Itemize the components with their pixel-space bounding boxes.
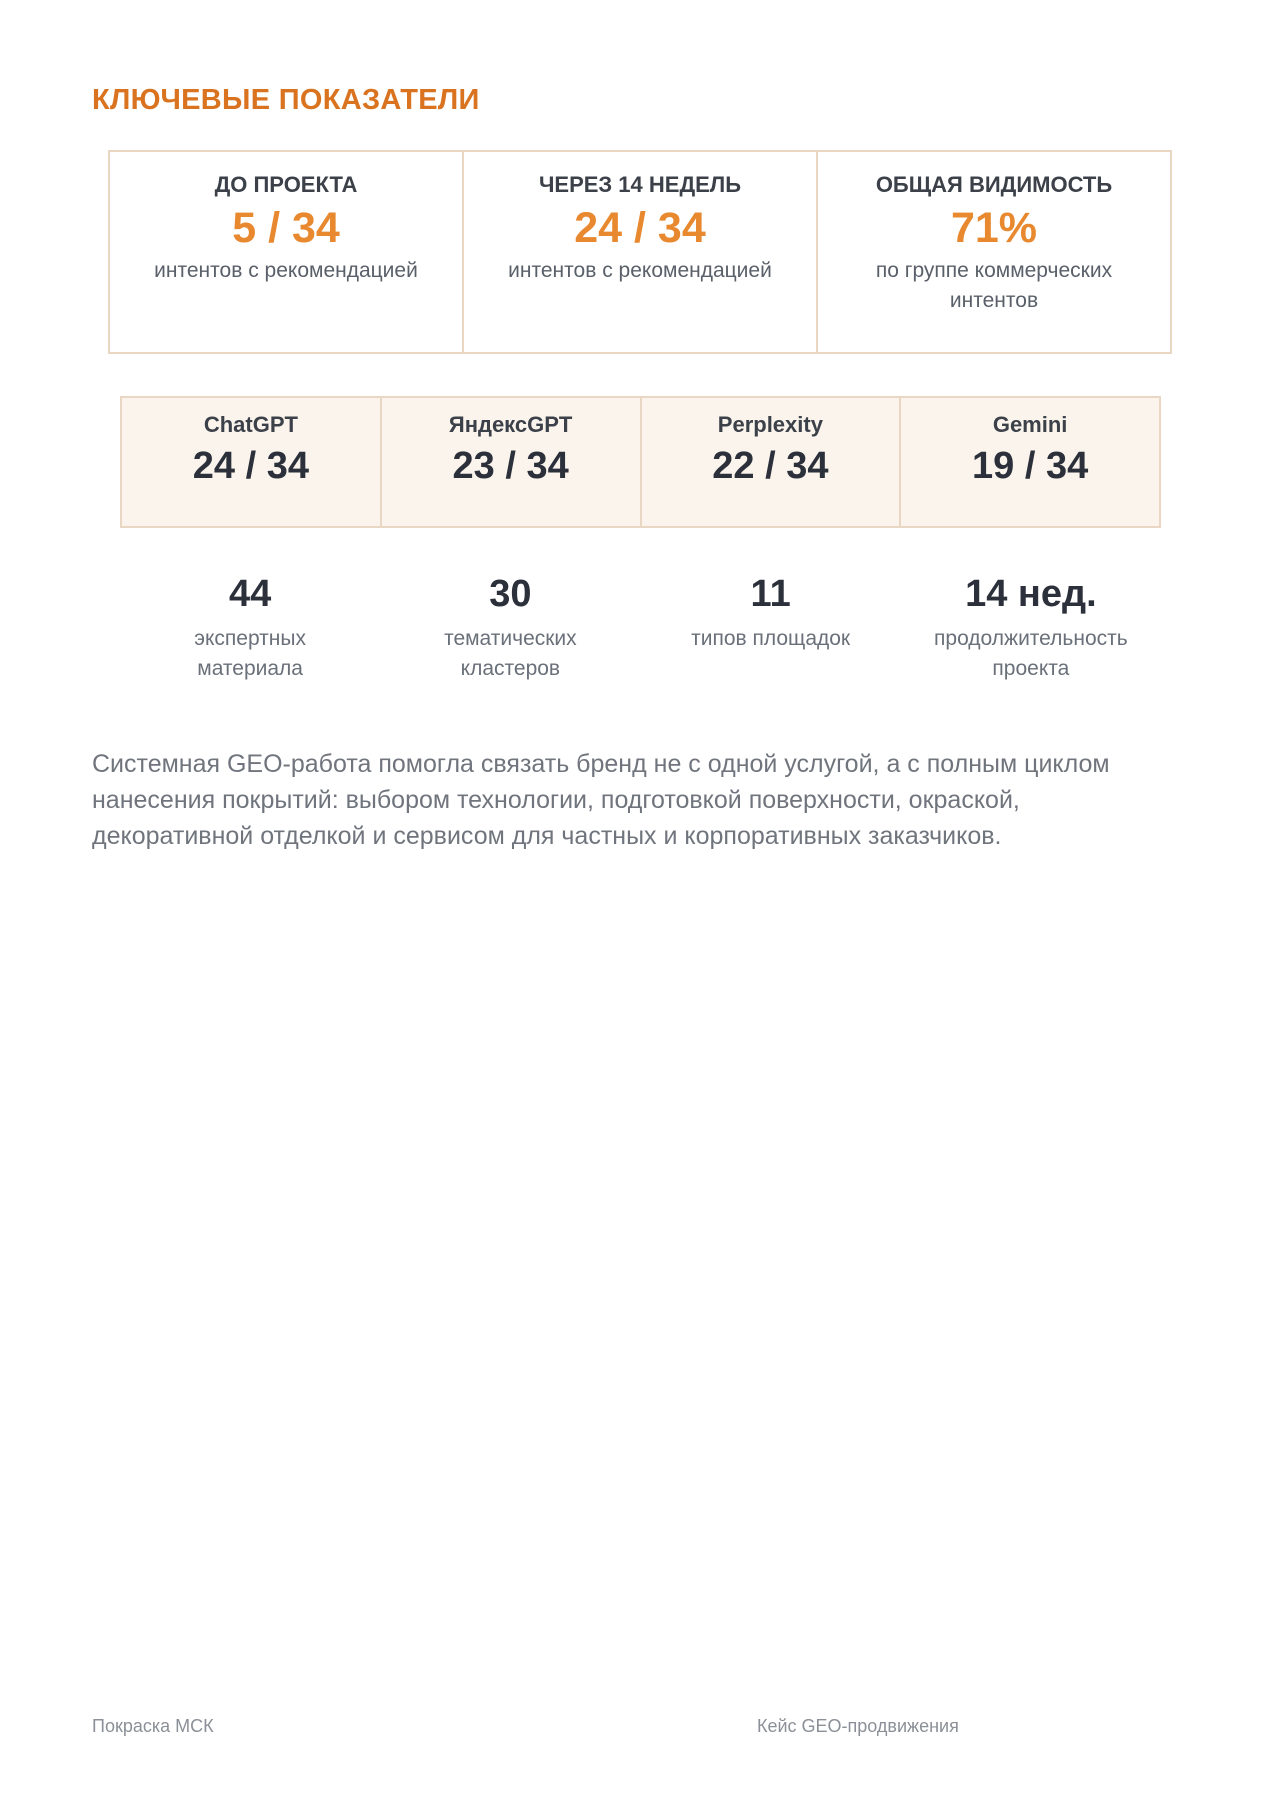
summary-paragraph: Системная GEO-работа помогла связать бренд не с одной услугой, а с полным циклом нанесения покрытий: выбором технологии, подготовкой поверхности, окраской, декоративной отделкой и сервисом для частных и корпоративных заказчиков.	[92, 750, 1110, 850]
kpi-after-14-weeks	[464, 152, 818, 352]
ai-name: ЯндексGPT	[448, 412, 573, 437]
footer-document-title: Кейс GEO-продвижения	[757, 1716, 959, 1736]
stat-project-duration	[901, 568, 1161, 684]
ai-score: 19 / 34	[972, 445, 1089, 487]
stat-desc: типов площадок	[691, 627, 851, 650]
kpi-note: интентов с рекомендацией	[154, 259, 418, 282]
ai-name: Perplexity	[717, 412, 823, 437]
stats-row	[120, 568, 1161, 684]
kpi-note: по группе коммерческих интентов	[875, 259, 1113, 312]
ai-name: ChatGPT	[203, 412, 298, 437]
ai-systems-panel	[120, 396, 1161, 528]
ai-cell-gemini	[901, 398, 1159, 526]
stat-desc: тематических кластеров	[444, 627, 577, 680]
kpi-note: интентов с рекомендацией	[508, 259, 772, 282]
kpi-value: 5 / 34	[232, 204, 340, 252]
kpi-overall-visibility	[818, 152, 1170, 352]
kpi-before-project	[110, 152, 464, 352]
stat-expert-materials	[120, 568, 380, 684]
stat-value: 30	[489, 573, 532, 615]
stat-desc: продолжительность проекта	[934, 627, 1128, 680]
footer-company: Покраска МСК	[92, 1716, 214, 1736]
stat-value: 11	[750, 573, 791, 615]
ai-cell-yandexgpt	[382, 398, 642, 526]
ai-cell-perplexity	[642, 398, 902, 526]
ai-score: 23 / 34	[452, 445, 569, 487]
kpi-value: 71%	[950, 204, 1038, 252]
kpi-value: 24 / 34	[574, 204, 706, 252]
kpi-label: ОБЩАЯ ВИДИМОСТЬ	[875, 172, 1113, 197]
stat-thematic-clusters	[380, 568, 640, 684]
stat-platform-types	[641, 568, 901, 684]
ai-cell-chatgpt	[122, 398, 382, 526]
kpi-panel	[108, 150, 1172, 354]
ai-score: 22 / 34	[712, 445, 829, 487]
ai-name: Gemini	[992, 412, 1068, 437]
section-title: КЛЮЧЕВЫЕ ПОКАЗАТЕЛИ	[92, 84, 480, 116]
stat-value: 14 нед.	[965, 573, 1097, 615]
stat-value: 44	[228, 573, 272, 615]
stat-desc: экспертных материала	[194, 627, 306, 680]
kpi-label: ДО ПРОЕКТА	[214, 172, 358, 197]
ai-score: 24 / 34	[192, 445, 309, 487]
kpi-label: ЧЕРЕЗ 14 НЕДЕЛЬ	[538, 172, 742, 197]
